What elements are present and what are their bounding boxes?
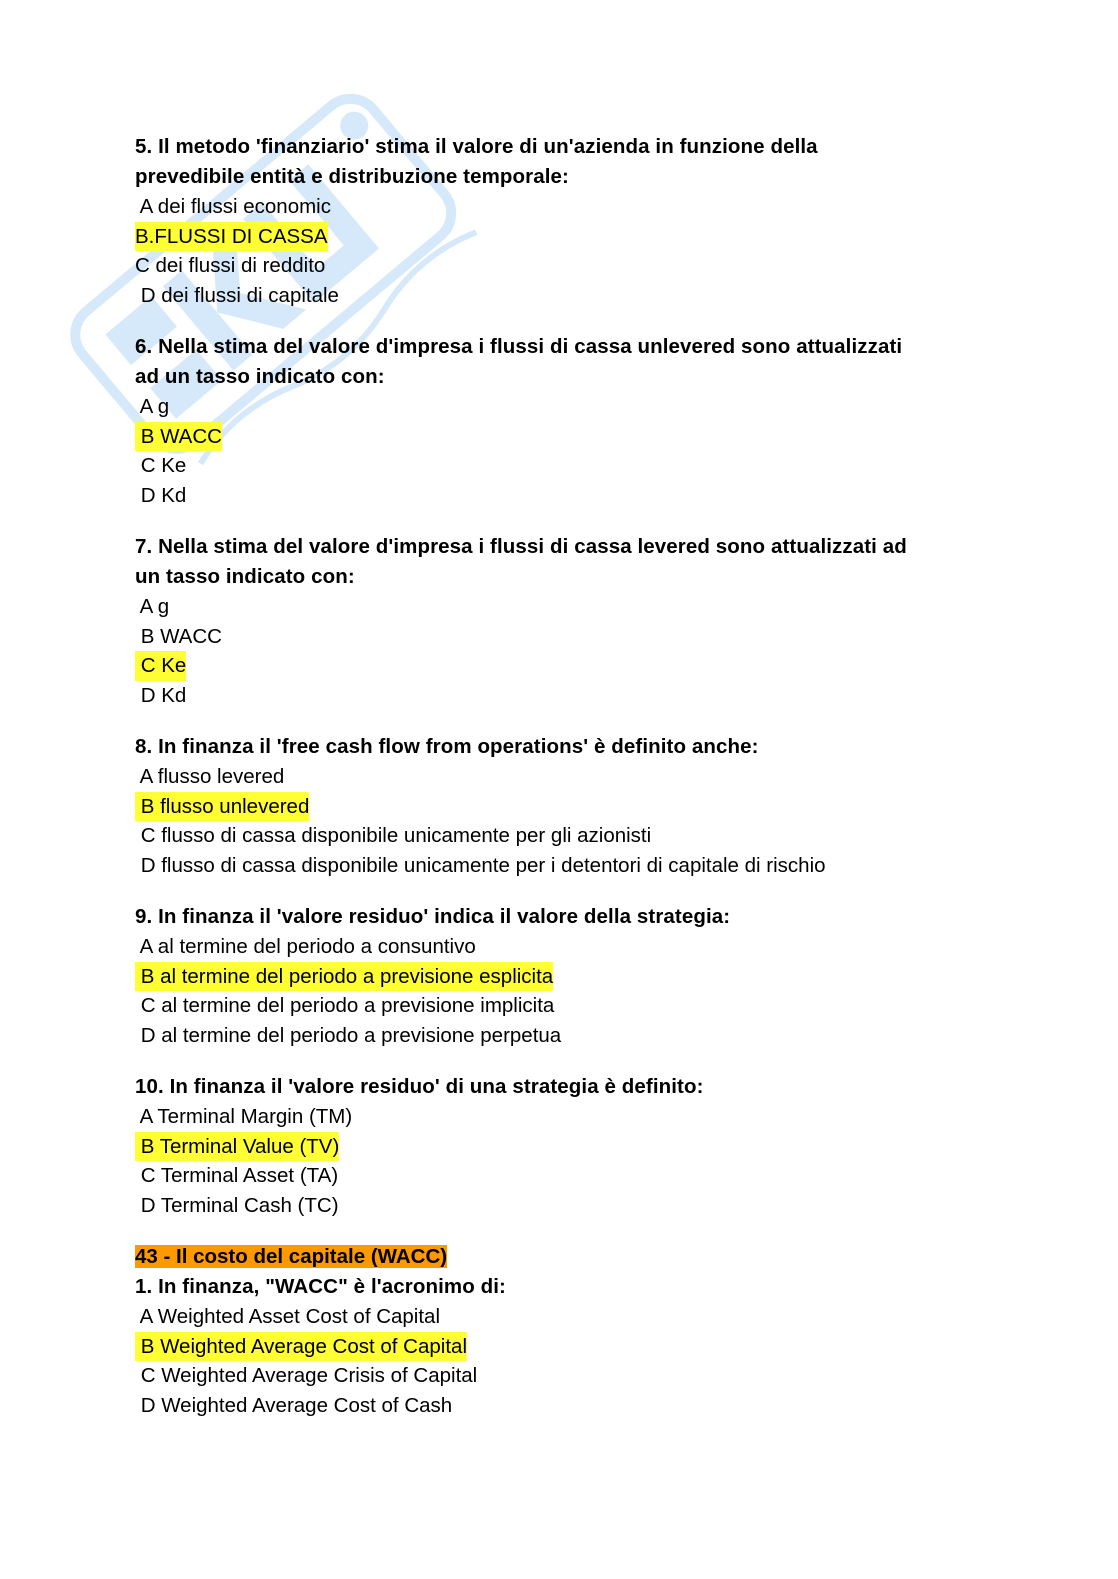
answer-option: C al termine del periodo a previsione implicita bbox=[135, 994, 555, 1017]
answer-option-correct: B WACC bbox=[135, 422, 995, 452]
question-title: 5. Il metodo 'finanziario' stima il valore di un'azienda in funzione della bbox=[135, 135, 818, 158]
answer-option: A Weighted Asset Cost of Capital bbox=[135, 1305, 441, 1328]
answer-option: C dei flussi di reddito bbox=[135, 254, 326, 277]
answer-option-correct: B al termine del periodo a previsione esplicita bbox=[135, 962, 995, 992]
answer-option: C Terminal Asset (TA) bbox=[135, 1164, 339, 1187]
question-title: 6. Nella stima del valore d'impresa i flussi di cassa unlevered sono attualizzati bbox=[135, 335, 903, 358]
answer-option: C flusso di cassa disponibile unicamente per gli azionisti bbox=[135, 824, 652, 847]
answer-option-correct: B Weighted Average Cost of Capital bbox=[135, 1332, 995, 1362]
answer-option: D Weighted Average Cost of Cash bbox=[135, 1393, 453, 1417]
section-43 bbox=[135, 1242, 995, 1420]
answer-option: B WACC bbox=[135, 624, 222, 648]
question-title: ad un tasso indicato con: bbox=[135, 365, 385, 388]
document-page bbox=[135, 132, 995, 1442]
question-10 bbox=[135, 1072, 995, 1220]
question-title: 10. In finanza il 'valore residuo' di una strategia è definito: bbox=[135, 1075, 704, 1098]
answer-option-correct: B.FLUSSI DI CASSA bbox=[135, 222, 995, 252]
answer-option: D Terminal Cash (TC) bbox=[135, 1193, 339, 1217]
question-9 bbox=[135, 902, 995, 1050]
answer-option: C Weighted Average Crisis of Capital bbox=[135, 1364, 478, 1387]
answer-option: A g bbox=[135, 395, 170, 418]
answer-option: D Kd bbox=[135, 483, 187, 507]
answer-option: D dei flussi di capitale bbox=[135, 283, 339, 307]
question-5 bbox=[135, 132, 995, 310]
question-title: 1. In finanza, "WACC" è l'acronimo di: bbox=[135, 1275, 506, 1298]
answer-option: A flusso levered bbox=[135, 765, 285, 788]
answer-option: A dei flussi economic bbox=[135, 195, 331, 218]
answer-option-correct: C Ke bbox=[135, 651, 995, 681]
answer-option: D al termine del periodo a previsione perpetua bbox=[135, 1023, 562, 1047]
question-6 bbox=[135, 332, 995, 510]
answer-option-correct: B flusso unlevered bbox=[135, 792, 995, 822]
question-title: 9. In finanza il 'valore residuo' indica il valore della strategia: bbox=[135, 905, 731, 928]
answer-option: A al termine del periodo a consuntivo bbox=[135, 935, 476, 958]
question-7 bbox=[135, 532, 995, 710]
question-title: 7. Nella stima del valore d'impresa i flussi di cassa levered sono attualizzati ad bbox=[135, 535, 907, 558]
question-title: un tasso indicato con: bbox=[135, 565, 355, 588]
answer-option-correct: B Terminal Value (TV) bbox=[135, 1132, 995, 1162]
answer-option: D Kd bbox=[135, 683, 187, 707]
section-title: 43 - Il costo del capitale (WACC) bbox=[135, 1245, 448, 1268]
question-title: 8. In finanza il 'free cash flow from operations' è definito anche: bbox=[135, 735, 759, 758]
answer-option: A Terminal Margin (TM) bbox=[135, 1105, 353, 1128]
question-8 bbox=[135, 732, 995, 880]
answer-option: C Ke bbox=[135, 454, 187, 477]
answer-option: D flusso di cassa disponibile unicamente per i detentori di capitale di rischio bbox=[135, 853, 826, 877]
question-title: prevedibile entità e distribuzione temporale: bbox=[135, 165, 569, 188]
answer-option: A g bbox=[135, 595, 170, 618]
